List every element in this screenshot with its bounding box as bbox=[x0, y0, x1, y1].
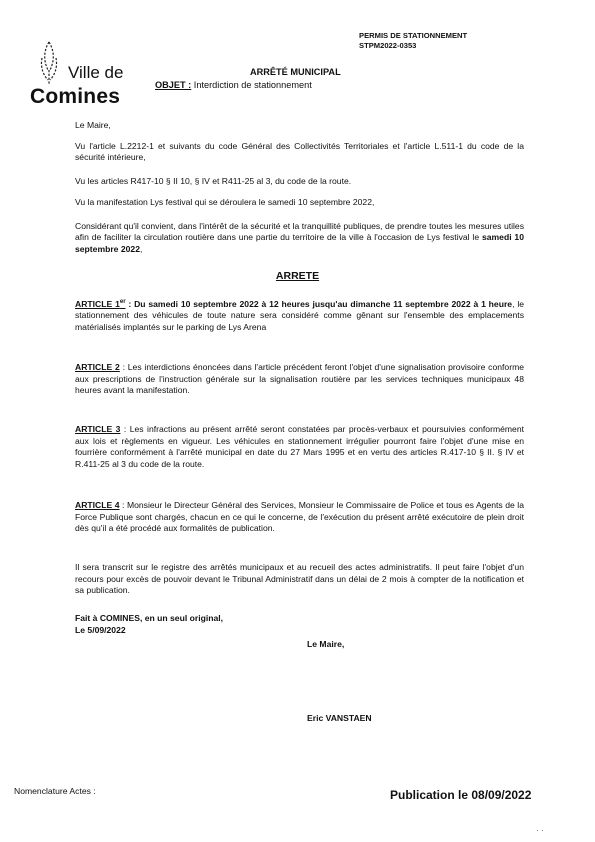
document-title: ARRÊTÉ MUNICIPAL bbox=[250, 67, 341, 77]
article-3-text: : Les infractions au présent arrêté seront constatées par procès-verbaux et poursuivies conformément aux lois et règlements en vigueur. Les véhicules en stationnement irrégulier pourront faire l'objet d'une mise en fourrière conformément à l'arrêté municipal en date du 27 Mars 1995 et en vertu des articles R.417-10 § II. § IV et R.411-25 al 3 du code de la route. bbox=[75, 424, 524, 469]
logo-text-comines: Comines bbox=[30, 85, 121, 108]
arrete-heading bbox=[0, 270, 595, 282]
signatory-name: Eric VANSTAEN bbox=[307, 713, 372, 723]
permit-reference bbox=[359, 31, 467, 51]
article-4 bbox=[75, 500, 524, 535]
scan-marks: · · bbox=[536, 826, 544, 835]
signature-title: Le Maire, bbox=[307, 639, 345, 649]
article-1-label-sup: er bbox=[119, 299, 126, 305]
article-1-label-text: ARTICLE 1 bbox=[75, 298, 120, 309]
vu-paragraph-1: Vu l'article L.2212-1 et suivants du code Général des Collectivités Territoriales et l'article L.511-1 du code de la sécurité intérieure, bbox=[75, 141, 524, 163]
arrete-heading-text: ARRETE bbox=[275, 270, 320, 282]
considerant-end: , bbox=[139, 243, 143, 254]
article-2 bbox=[75, 362, 524, 397]
considerant-paragraph bbox=[75, 221, 524, 255]
permit-number: STPM2022-0353 bbox=[359, 41, 417, 50]
fait-a-block bbox=[75, 613, 524, 636]
subject-label: OBJET : bbox=[155, 80, 192, 90]
logo-text-ville: Ville de bbox=[68, 63, 124, 82]
article-2-label: ARTICLE 2 bbox=[75, 362, 120, 372]
vu-paragraph-3: Vu la manifestation Lys festival qui se déroulera le samedi 10 septembre 2022, bbox=[75, 197, 375, 207]
lily-emblem-icon bbox=[38, 40, 60, 86]
transcription-paragraph: Il sera transcrit sur le registre des arrêtés municipaux et au recueil des actes administratifs. Il peut faire l'objet d'un recours pour excès de pouvoir devant le Tribunal Administratif dans un délai de 2 mois à compter de la notification et sa publication. bbox=[75, 562, 524, 596]
vu-paragraph-2: Vu les articles R417-10 § II 10, § IV et R411-25 al 3, du code de la route. bbox=[75, 176, 352, 186]
article-1-period: Du samedi 10 septembre 2022 à 12 heures jusqu'au dimanche 11 septembre 2022 à 1 heure bbox=[131, 298, 513, 309]
article-1-colon: : bbox=[125, 298, 132, 309]
publication-date: Publication le 08/09/2022 bbox=[390, 788, 532, 802]
intro-maire: Le Maire, bbox=[75, 120, 111, 130]
considerant-date: samedi 10 septembre 2022 bbox=[75, 232, 524, 254]
article-4-text: : Monsieur le Directeur Général des Services, Monsieur le Commissaire de Police et tous es Agents de la Force Publique sont chargés, chacun en ce qui le concerne, de l'exécution du présent arrêté exécutoire de plein droit dès qu'il a été procédé aux formalités de publication. bbox=[75, 500, 524, 534]
considerant-text: Considérant qu'il convient, dans l'intérêt de la sécurité et la tranquillité publiques, de prendre toutes les mesures utiles afin de faciliter la circulation routière dans une partie du territoire de la ville à l'occasion de Lys festival le bbox=[75, 221, 524, 243]
article-4-label: ARTICLE 4 bbox=[75, 500, 120, 510]
article-3 bbox=[75, 424, 524, 470]
article-1-text: , le stationnement des véhicules de toute nature sera considéré comme gênant sur l'ensemble des emplacements matérialisés implantés sur le parking de Lys Arena bbox=[75, 298, 525, 333]
subject-line bbox=[155, 80, 312, 90]
permit-type: PERMIS DE STATIONNEMENT bbox=[359, 31, 468, 40]
article-2-text: : Les interdictions énoncées dans l'article précédent feront l'objet d'une signalisation provisoire conforme aux prescriptions de l'instruction générale sur la signalisation routière par les services techniques municipaux 48 heures avant la manifestation. bbox=[75, 362, 525, 396]
article-3-label: ARTICLE 3 bbox=[75, 424, 121, 434]
fait-a-place: Fait à COMINES, en un seul original, bbox=[75, 613, 224, 623]
city-logo bbox=[30, 36, 135, 108]
article-1 bbox=[75, 297, 524, 334]
fait-a-date: Le 5/09/2022 bbox=[75, 624, 126, 635]
subject-text: Interdiction de stationnement bbox=[191, 80, 312, 90]
nomenclature-label: Nomenclature Actes : bbox=[14, 786, 96, 796]
article-1-label bbox=[75, 299, 126, 309]
